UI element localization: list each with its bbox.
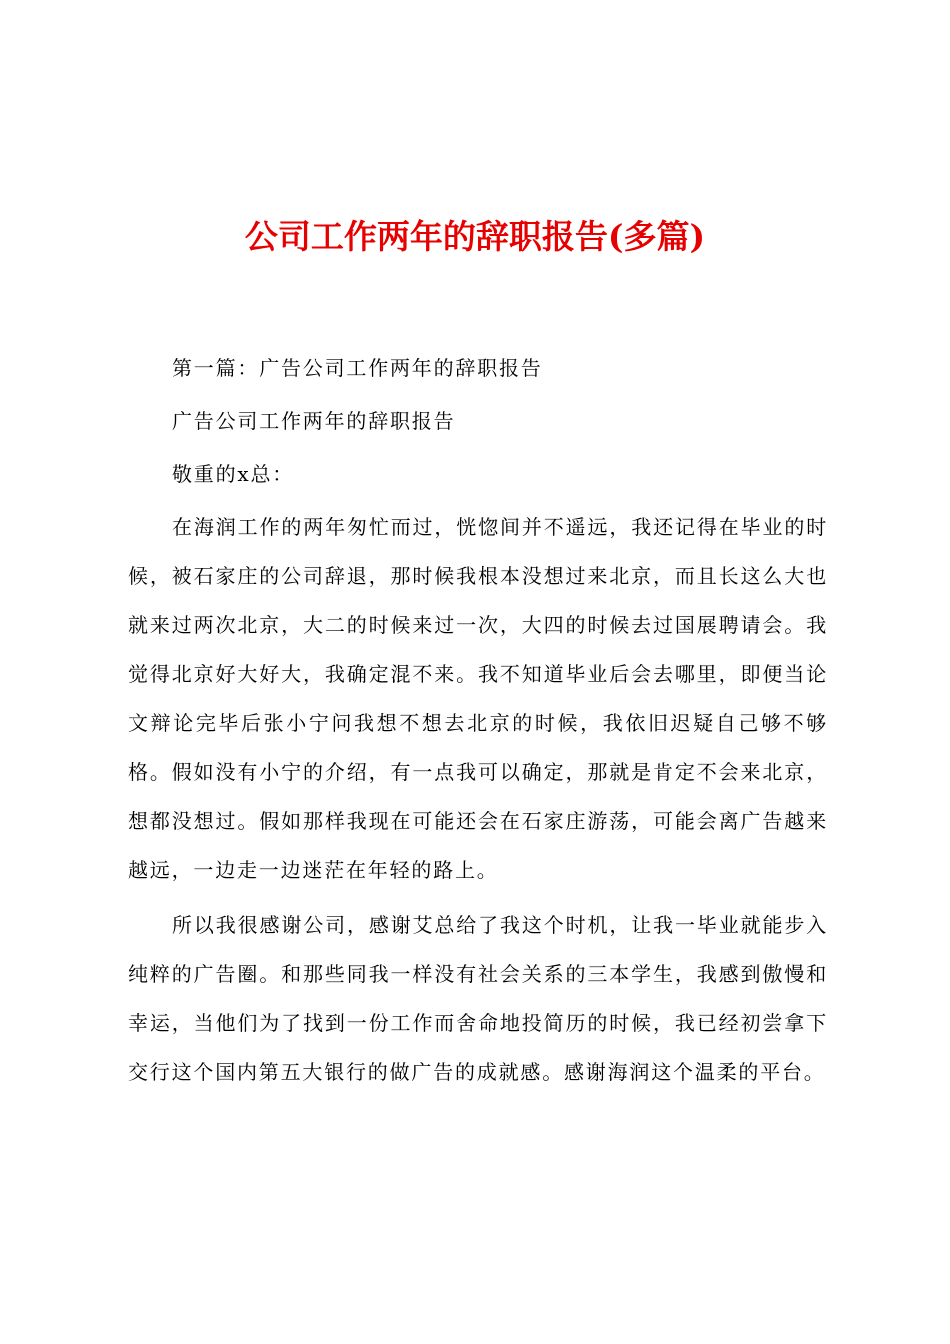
document-body <box>128 344 828 1097</box>
document-title: 公司工作两年的辞职报告(多篇) <box>244 217 706 256</box>
report-heading: 广告公司工作两年的辞职报告 <box>172 409 456 433</box>
section-heading: 第一篇：广告公司工作两年的辞职报告 <box>172 356 543 380</box>
paragraph-2: 所以我很感谢公司，感谢艾总给了我这个时机，让我一毕业就能步入纯粹的广告圈。和那些同我一样没有社会关系的三本学生，我感到傲慢和幸运，当他们为了找到一份工作而舍命地投简历的时候，我已经初尝拿下交行这个国内第五大银行的做广告的成就感。感谢海润这个温柔的平台。 <box>128 913 828 1084</box>
salutation: 敬重的x总： <box>172 462 295 486</box>
paragraph-1: 在海润工作的两年匆忙而过，恍惚间并不遥远，我还记得在毕业的时候，被石家庄的公司辞退，那时候我根本没想过来北京，而且长这么大也就来过两次北京，大二的时候来过一次，大四的时候去过国展聘请会。我觉得北京好大好大，我确定混不来。我不知道毕业后会去哪里，即便当论文辩论完毕后张小宁问我想不想去北京的时候，我依旧迟疑自己够不够格。假如没有小宁的介绍，有一点我可以确定，那就是肯定不会来北京，想都没想过。假如那样我现在可能还会在石家庄游荡，可能会离广告越来越远，一边走一边迷茫在年轻的路上。 <box>128 515 828 882</box>
